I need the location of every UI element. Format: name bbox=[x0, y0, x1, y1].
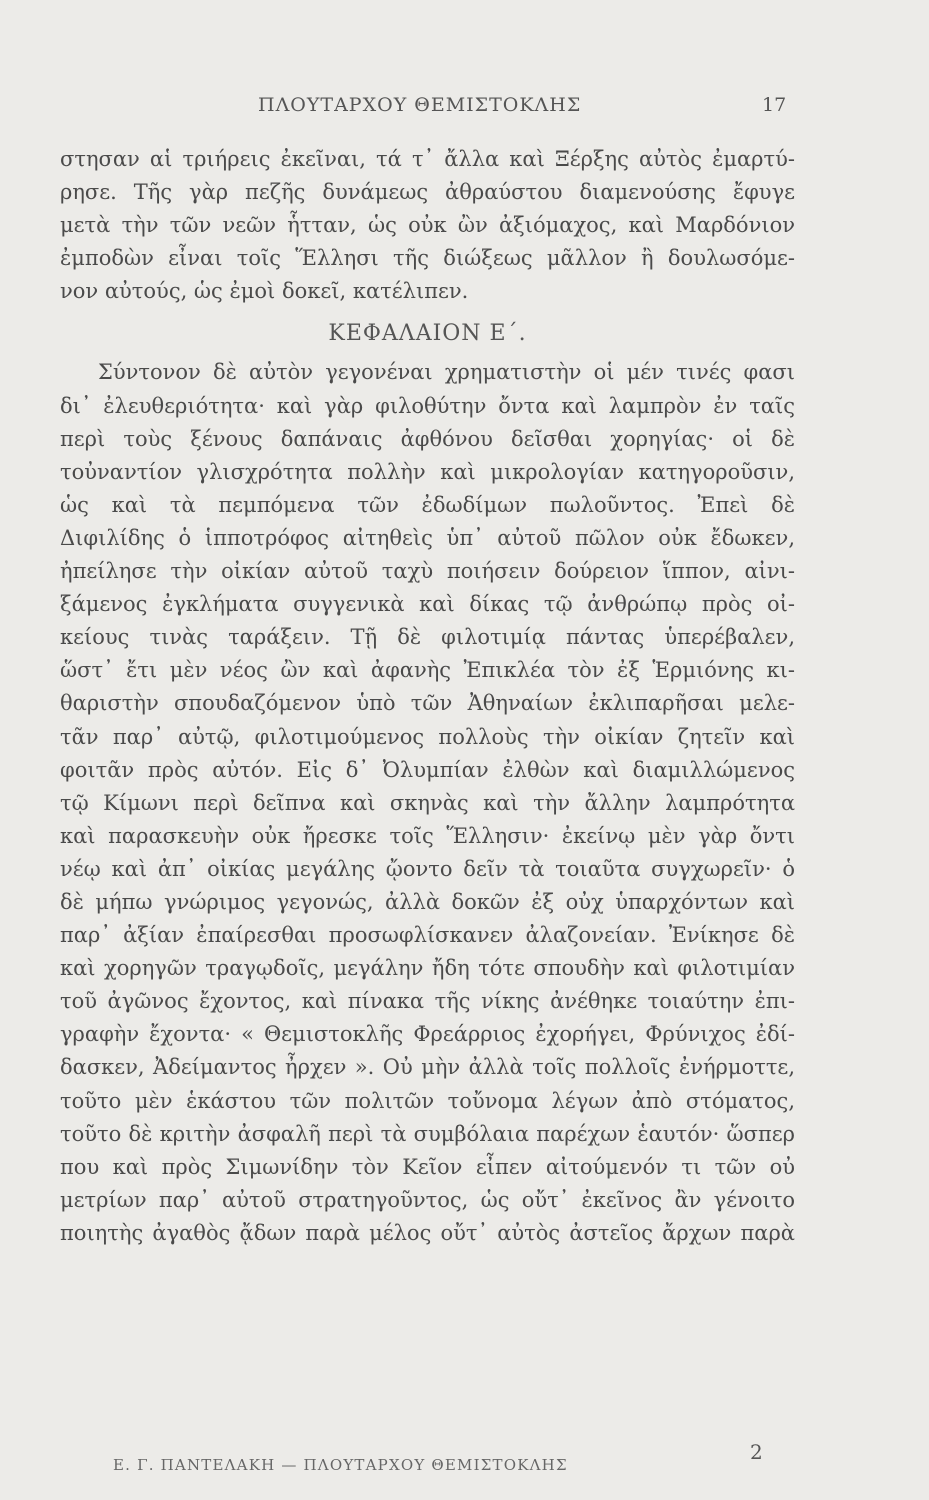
sheet-number: 2 bbox=[750, 1440, 763, 1464]
printer-signature: Ε. Γ. ΠΑΝΤΕΛΑΚΗ — ΠΛΟΥΤΑΡΧΟΥ ΘΕΜΙΣΤΟΚΛΗΣ bbox=[113, 1456, 568, 1474]
text-line: καὶ παρασκευὴν οὐκ ἤρεσκε τοῖς Ἕλλησιν· ἐκείνῳ μὲν γὰρ ὄντι bbox=[60, 823, 795, 848]
text-line: ὡς καὶ τὰ πεμπόμενα τῶν ἐδωδίμων πωλοῦντος. Ἐπεὶ δὲ bbox=[60, 492, 795, 517]
text-line: Σύντονον δὲ αὐτὸν γεγονέναι χρηματιστὴν οἱ μέν τινές φασι bbox=[98, 360, 795, 385]
text-line: ἠπείλησε τὴν οἰκίαν αὐτοῦ ταχὺ ποιήσειν δούρειον ἵππον, αἰνι- bbox=[60, 559, 795, 584]
page-number: 17 bbox=[762, 94, 787, 116]
text-line: στησαν αἱ τριήρεις ἐκεῖναι, τά τ᾽ ἄλλα καὶ Ξέρξης αὐτὸς ἐμαρτύ- bbox=[60, 147, 795, 171]
chapter-heading: ΚΕΦΑΛΑΙΟΝ Ε΄. bbox=[328, 321, 527, 347]
text-line: τᾶν παρ᾽ αὐτῷ, φιλοτιμούμενος πολλοὺς τὴν οἰκίαν ζητεῖν καὶ bbox=[60, 724, 795, 749]
text-line: γραφὴν ἔχοντα· « Θεμιστοκλῆς Φρεάρριος ἐχορήγει, Φρύνιχος ἐδί- bbox=[60, 1022, 795, 1047]
text-line: ποιητὴς ἀγαθὸς ᾄδων παρὰ μέλος οὔτ᾽ αὐτὸς ἀστεῖος ἄρχων παρὰ bbox=[60, 1220, 795, 1245]
running-head bbox=[0, 94, 929, 124]
text-line: παρ᾽ ἀξίαν ἐπαίρεσθαι προσωφλίσκανεν ἀλαζονείαν. Ἐνίκησε δὲ bbox=[60, 923, 795, 948]
text-line: ξάμενος ἐγκλήματα συγγενικὰ καὶ δίκας τῷ ἀνθρώπῳ πρὸς οἰ- bbox=[60, 592, 795, 617]
text-line: δὲ μήπω γνώριμος γεγονώς, ἀλλὰ δοκῶν ἐξ οὐχ ὑπαρχόντων καὶ bbox=[60, 889, 795, 914]
text-line: τοῦτο δὲ κριτὴν ἀσφαλῆ περὶ τὰ συμβόλαια παρέχων ἑαυτόν· ὥσπερ bbox=[60, 1121, 795, 1146]
text-line: κείους τινὰς ταράξειν. Τῇ δὲ φιλοτιμίᾳ πάντας ὑπερέβαλεν, bbox=[60, 625, 795, 650]
text-line: θαριστὴν σπουδαζόμενον ὑπὸ τῶν Ἀθηναίων ἐκλιπαρῆσαι μελε- bbox=[60, 691, 795, 716]
main-text bbox=[60, 143, 795, 1250]
text-line: δι᾽ ἐλευθεριότητα· καὶ γὰρ φιλοθύτην ὄντα καὶ λαμπρὸν ἐν ταῖς bbox=[60, 393, 795, 418]
text-line: μετρίων παρ᾽ αὐτοῦ στρατηγοῦντος, ὡς οὔτ᾽ ἐκεῖνος ἂν γένοιτο bbox=[60, 1187, 795, 1212]
page-footer bbox=[0, 1440, 929, 1486]
text-line: τοὐναντίον γλισχρότητα πολλὴν καὶ μικρολογίαν κατηγοροῦσιν, bbox=[60, 459, 795, 484]
text-line: μετὰ τὴν τῶν νεῶν ἧτταν, ὡς οὐκ ὢν ἀξιόμαχος, καὶ Μαρδόνιον bbox=[60, 213, 795, 238]
running-title: ΠΛΟΥΤΑΡΧΟΥ ΘΕΜΙΣΤΟΚΛΗΣ bbox=[258, 94, 582, 116]
text-line: τοῦτο μὲν ἑκάστου τῶν πολιτῶν τοὔνομα λέγων ἀπὸ στόματος, bbox=[60, 1088, 795, 1113]
text-line: τῷ Κίμωνι περὶ δεῖπνα καὶ σκηνὰς καὶ τὴν ἄλλην λαμπρότητα bbox=[60, 790, 795, 815]
text-line: Διφιλίδης ὁ ἱπποτρόφος αἰτηθεὶς ὑπ᾽ αὐτοῦ πῶλον οὐκ ἔδωκεν, bbox=[60, 525, 795, 550]
text-line: νον αὐτούς, ὡς ἐμοὶ δοκεῖ, κατέλιπεν. bbox=[60, 279, 469, 304]
text-line: που καὶ πρὸς Σιμωνίδην τὸν Κεῖον εἶπεν αἰτούμενόν τι τῶν οὐ bbox=[60, 1154, 795, 1179]
text-line: δασκεν, Ἀδείμαντος ἦρχεν ». Οὐ μὴν ἀλλὰ τοῖς πολλοῖς ἐνήρμοττε, bbox=[60, 1055, 795, 1080]
text-line: καὶ χορηγῶν τραγῳδοῖς, μεγάλην ἤδη τότε σπουδὴν καὶ φιλοτιμίαν bbox=[60, 956, 795, 981]
text-line: περὶ τοὺς ξένους δαπάναις ἀφθόνου δεῖσθαι χορηγίας· οἱ δὲ bbox=[60, 426, 795, 451]
text-line: ὥστ᾽ ἔτι μὲν νέος ὢν καὶ ἀφανὴς Ἐπικλέα τὸν ἐξ Ἑρμιόνης κι- bbox=[60, 658, 795, 683]
text-line: νέῳ καὶ ἀπ᾽ οἰκίας μεγάλης ᾤοντο δεῖν τὰ τοιαῦτα συγχωρεῖν· ὁ bbox=[60, 856, 795, 881]
text-line: φοιτᾶν πρὸς αὐτόν. Εἰς δ᾽ Ὀλυμπίαν ἐλθὼν καὶ διαμιλλώμενος bbox=[60, 757, 795, 782]
text-line: ἐμποδὼν εἶναι τοῖς Ἕλλησι τῆς διώξεως μᾶλλον ἢ δουλωσόμε- bbox=[60, 246, 795, 271]
text-line: τοῦ ἀγῶνος ἔχοντος, καὶ πίνακα τῆς νίκης ἀνέθηκε τοιαύτην ἐπι- bbox=[60, 989, 795, 1014]
text-line: ρησε. Τῆς γὰρ πεζῆς δυνάμεως ἀθραύστου διαμενούσης ἔφυγε bbox=[60, 180, 795, 205]
